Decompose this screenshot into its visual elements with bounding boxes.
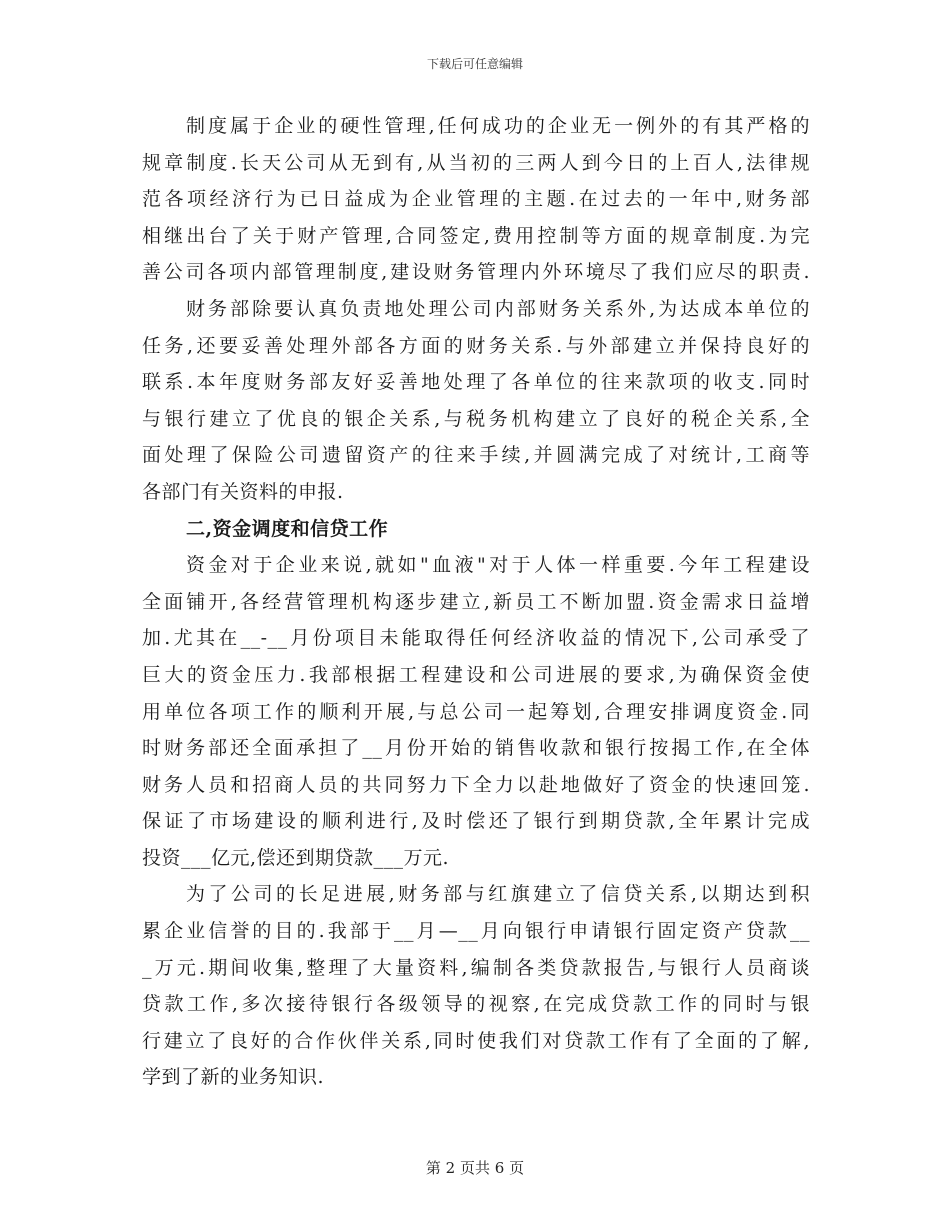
text-line: 资金对于企业来说,就如"血液"对于人体一样重要.今年工程建设 [186,554,810,577]
text-line: 行建立了良好的合作伙伴关系,同时使我们对贷款工作有了全面的了解, [142,1029,810,1052]
text-line: 投资___亿元,偿还到期贷款___万元. [142,846,450,869]
text-line: 时财务部还全面承担了__月份开始的销售收款和银行按揭工作,在全体 [142,737,810,760]
text-line: 范各项经济行为已日益成为企业管理的主题.在过去的一年中,财务部 [142,188,810,211]
text-line: 相继出台了关于财产管理,合同签定,费用控制等方面的规章制度.为完 [142,224,810,247]
text-line: 任务,还要妥善处理外部各方面的财务关系.与外部建立并保持良好的 [142,334,810,357]
text-line: 为了公司的长足进展,财务部与红旗建立了信贷关系,以期达到积 [186,883,810,906]
section-heading: 二,资金调度和信贷工作 [186,517,389,540]
text-line: 规章制度.长天公司从无到有,从当初的三两人到今日的上百人,法律规 [142,151,810,174]
text-line: _万元.期间收集,整理了大量资料,编制各类贷款报告,与银行人员商谈 [142,956,810,979]
text-line: 累企业信誉的目的.我部于__月—__月向银行申请银行固定资产贷款__ [142,920,810,943]
page-number: 第 2 页共 6 页 [425,1159,525,1177]
text-line: 加.尤其在__-__月份项目未能取得任何经济收益的情况下,公司承受了 [142,627,810,650]
document-body [142,108,810,1096]
text-line: 贷款工作,多次接待银行各级领导的视察,在完成贷款工作的同时与银 [142,993,810,1016]
text-line: 学到了新的业务知识. [142,1066,325,1089]
text-line: 巨大的资金压力.我部根据工程建设和公司进展的要求,为确保资金使 [142,663,810,686]
header-note: 下载后可任意编辑 [426,57,523,71]
text-line: 善公司各项内部管理制度,建设财务管理内外环境尽了我们应尽的职责. [142,261,810,284]
text-line: 制度属于企业的硬性管理,任何成功的企业无一例外的有其严格的 [186,115,810,137]
text-line: 财务部除要认真负责地处理公司内部财务关系外,为达成本单位的 [186,297,810,320]
text-line: 全面铺开,各经营管理机构逐步建立,新员工不断加盟.资金需求日益增 [142,590,810,613]
text-line: 各部门有关资料的申报. [142,480,344,503]
text-line: 财务人员和招商人员的共同努力下全力以赴地做好了资金的快速回笼. [142,773,810,796]
text-line: 面处理了保险公司遗留资产的往来手续,并圆满完成了对统计,工商等 [142,444,810,467]
text-line: 联系.本年度财务部友好妥善地处理了各单位的往来款项的收支.同时 [142,371,810,394]
text-line: 用单位各项工作的顺利开展,与总公司一起筹划,合理安排调度资金.同 [142,700,810,723]
text-line: 与银行建立了优良的银企关系,与税务机构建立了良好的税企关系,全 [142,407,810,430]
text-line: 保证了市场建设的顺利进行,及时偿还了银行到期贷款,全年累计完成 [142,810,810,833]
